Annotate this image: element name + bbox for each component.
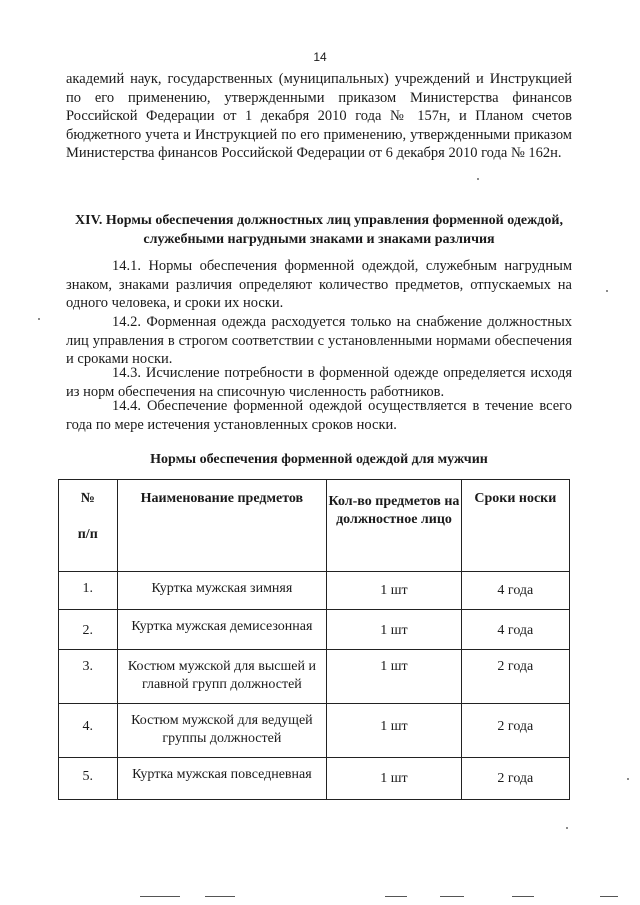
- header-number: [59, 480, 118, 572]
- row-number: 3.: [59, 650, 118, 704]
- row-wear-term: 2 года: [461, 650, 569, 704]
- header-quantity: Кол-во предметов на должностное лицо: [327, 480, 461, 572]
- header-wear-term: Сроки носки: [461, 480, 569, 572]
- row-wear-term: 2 года: [461, 758, 569, 800]
- row-quantity: 1 шт: [327, 650, 461, 704]
- table-row: [59, 572, 570, 610]
- table-row: [59, 758, 570, 800]
- row-quantity: 1 шт: [327, 758, 461, 800]
- table-header-row: [59, 480, 570, 572]
- row-number: 4.: [59, 704, 118, 758]
- row-item-name: Куртка мужская демисезонная: [117, 610, 327, 650]
- row-item-name: Костюм мужской для высшей и главной групп должностей: [117, 650, 327, 704]
- row-quantity: 1 шт: [327, 610, 461, 650]
- row-number: 1.: [59, 572, 118, 610]
- row-quantity: 1 шт: [327, 704, 461, 758]
- table-row: [59, 650, 570, 704]
- row-quantity: 1 шт: [327, 572, 461, 610]
- table-row: [59, 610, 570, 650]
- intro-paragraph: академий наук, государственных (муниципальных) учреждений и Инструкцией по его применению, утвержденными приказом Министерства финансов Российской Федерации от 1 декабря 2010 года № 157н, и Планом счетов бюджетного учета и Инструкцией по его применению, утвержденными приказом Министерства финансов Российской Федерации от 6 декабря 2010 года № 162н.: [66, 71, 572, 161]
- table-row: [59, 704, 570, 758]
- paragraph-14-1: 14.1. Нормы обеспечения форменной одеждой, служебным нагрудным знаком, знаками различия определяют количество предметов, отпускаемых на одного человека, и сроки их носки.: [66, 258, 572, 311]
- section-heading: XIV. Нормы обеспечения должностных лиц управления форменной одеждой, служебными нагрудными знаками и знаками различия: [75, 213, 563, 247]
- header-item-name: Наименование предметов: [117, 480, 327, 572]
- page-number: 14: [313, 50, 327, 64]
- paragraph-14-2: 14.2. Форменная одежда расходуется только на снабжение должностных лиц управления в строгом соответствии с установленными нормами обеспечения и сроками носки.: [66, 314, 572, 367]
- paragraph-14-3: 14.3. Исчисление потребности в форменной одежде определяется исходя из норм обеспечения на списочную численность работников.: [66, 365, 572, 400]
- header-number-symbol: №: [80, 491, 95, 506]
- row-wear-term: 4 года: [461, 610, 569, 650]
- row-item-name: Куртка мужская зимняя: [117, 572, 327, 610]
- header-number-pp: п/п: [77, 527, 98, 542]
- uniform-norms-table: [58, 479, 570, 800]
- paragraph-14-4: 14.4. Обеспечение форменной одеждой осуществляется в течение всего года по мере истечения установленных сроков носки.: [66, 398, 572, 433]
- row-item-name: Костюм мужской для ведущей группы должностей: [117, 704, 327, 758]
- row-item-name: Куртка мужская повседневная: [117, 758, 327, 800]
- row-wear-term: 2 года: [461, 704, 569, 758]
- table-title: Нормы обеспечения форменной одеждой для мужчин: [150, 452, 488, 467]
- row-number: 5.: [59, 758, 118, 800]
- row-wear-term: 4 года: [461, 572, 569, 610]
- row-number: 2.: [59, 610, 118, 650]
